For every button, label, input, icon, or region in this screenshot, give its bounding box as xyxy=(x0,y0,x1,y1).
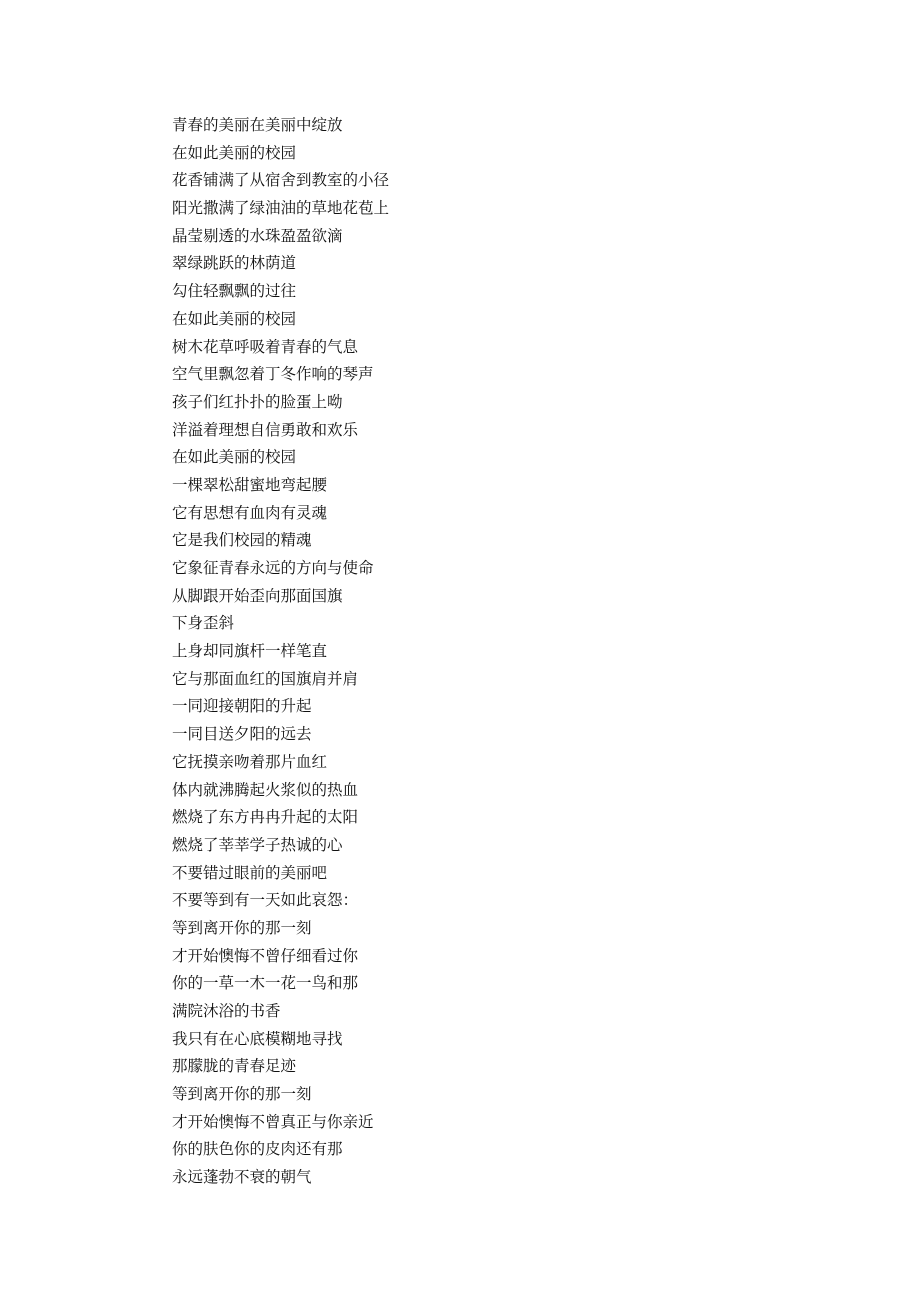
poem-line: 孩子们红扑扑的脸蛋上呦 xyxy=(172,392,343,411)
poem-line: 它与那面血红的国旗肩并肩 xyxy=(172,669,359,688)
poem-line: 从脚跟开始歪向那面国旗 xyxy=(172,586,343,605)
poem-line: 勾住轻飘飘的过往 xyxy=(172,282,297,301)
poem-line: 等到离开你的那一刻 xyxy=(172,918,312,937)
poem-text xyxy=(172,112,389,1192)
poem-line: 在如此美丽的校园 xyxy=(172,309,297,328)
poem-line: 不要错过眼前的美丽吧 xyxy=(172,863,328,882)
poem-line: 一同迎接朝阳的升起 xyxy=(172,697,312,716)
poem-line: 洋溢着理想自信勇敢和欢乐 xyxy=(172,420,359,439)
poem-line: 在如此美丽的校园 xyxy=(172,448,297,467)
poem-line: 它是我们校园的精魂 xyxy=(172,531,312,550)
poem-line: 一同目送夕阳的远去 xyxy=(172,725,312,744)
poem-line: 晶莹剔透的水珠盈盈欲滴 xyxy=(172,226,343,245)
poem-line: 不要等到有一天如此哀怨： xyxy=(172,891,359,910)
poem-line: 永远蓬勃不衰的朝气 xyxy=(172,1168,312,1187)
poem-line: 它抚摸亲吻着那片血红 xyxy=(172,752,328,771)
poem-line: 下身歪斜 xyxy=(172,614,235,633)
poem-line: 树木花草呼吸着青春的气息 xyxy=(172,337,359,356)
poem-line: 你的肤色你的皮肉还有那 xyxy=(172,1140,343,1159)
poem-line: 阳光撒满了绿油油的草地花苞上 xyxy=(172,199,390,218)
poem-line: 空气里飘忽着丁冬作响的琴声 xyxy=(172,365,374,384)
poem-line: 燃烧了东方冉冉升起的太阳 xyxy=(172,808,359,827)
poem-line: 在如此美丽的校园 xyxy=(172,143,297,162)
poem-line: 翠绿跳跃的林荫道 xyxy=(172,254,297,273)
poem-line: 燃烧了莘莘学子热诚的心 xyxy=(172,835,343,854)
poem-line: 才开始懊悔不曾仔细看过你 xyxy=(172,946,359,965)
poem-line: 等到离开你的那一刻 xyxy=(172,1085,312,1104)
poem-line: 一棵翠松甜蜜地弯起腰 xyxy=(172,475,328,494)
poem-line: 满院沐浴的书香 xyxy=(172,1002,281,1020)
poem-line: 我只有在心底模糊地寻找 xyxy=(172,1029,343,1048)
poem-line: 花香铺满了从宿舍到教室的小径 xyxy=(172,171,390,190)
poem-line: 上身却同旗杆一样笔直 xyxy=(172,642,328,661)
poem-line: 你的一草一木一花一鸟和那 xyxy=(172,974,359,993)
poem-line: 才开始懊悔不曾真正与你亲近 xyxy=(172,1112,374,1131)
poem-line: 它象征青春永远的方向与使命 xyxy=(172,559,374,577)
poem-line: 那朦胧的青春足迹 xyxy=(172,1057,297,1076)
poem-line: 它有思想有血肉有灵魂 xyxy=(172,503,328,522)
poem-line: 体内就沸腾起火浆似的热血 xyxy=(172,780,359,799)
poem-line: 青春的美丽在美丽中绽放 xyxy=(172,116,343,134)
